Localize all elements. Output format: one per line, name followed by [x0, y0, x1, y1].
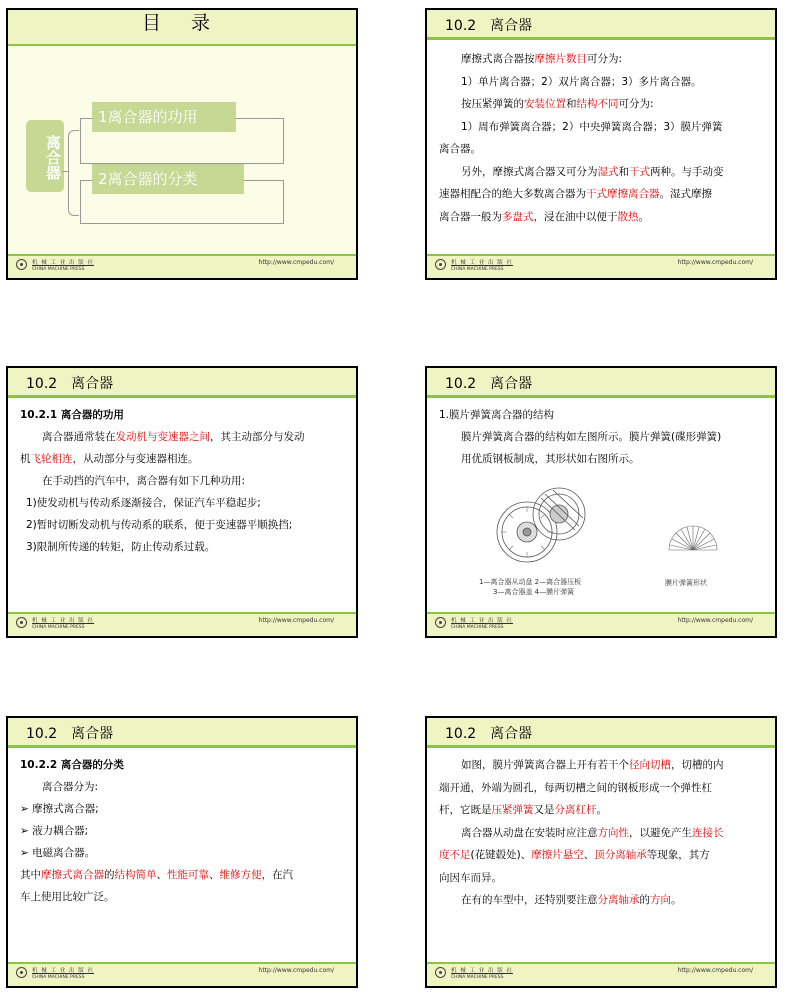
- body-text: 2)暂时切断发动机与传动系的联系，便于变速器平顺换挡;: [26, 519, 293, 531]
- toc-item-2-label: 2离合器的分类: [98, 170, 198, 188]
- slide-header: [427, 718, 775, 748]
- body-text: 。湿式摩擦: [659, 188, 712, 200]
- highlight-text: 性能可靠: [167, 869, 209, 881]
- slide-footer: [427, 254, 775, 278]
- body-text: ，以避免产生: [629, 826, 692, 839]
- body-line: [20, 470, 342, 492]
- toc-bracket: [68, 130, 79, 216]
- slide-title: 10.2 离合器: [445, 376, 533, 392]
- publisher-name-cn: 机 械 工 业 出 版 社: [451, 968, 513, 974]
- body-text: ，浸在油中以便于: [533, 210, 618, 223]
- body-line: [20, 404, 342, 426]
- publisher-name-cn: 机 械 工 业 出 版 社: [451, 618, 513, 624]
- body-text: ，其主动部分与发动: [210, 431, 305, 443]
- slide-title: 10.2 离合器: [445, 18, 533, 34]
- slide-friction-types[interactable]: [425, 8, 777, 280]
- body-text: 可分为:: [587, 53, 623, 65]
- body-line: [439, 822, 761, 845]
- footer-url[interactable]: http://www.cmpedu.com/: [677, 617, 753, 624]
- body-line: [439, 93, 761, 116]
- body-text: 在有的车型中，还特别要注意: [461, 894, 598, 906]
- body-text: (花键毂处)、: [470, 849, 532, 861]
- highlight-text: 连接长: [692, 826, 724, 839]
- body-line: [439, 889, 761, 912]
- body-text: 等现象，其方: [646, 849, 710, 861]
- figure-caption-right: 膜片弹簧形状: [665, 579, 707, 587]
- publisher-name-en: CHINA MACHINE PRESS: [32, 625, 85, 630]
- highlight-text: 干式: [629, 165, 650, 178]
- body-text: 离合器分为:: [42, 781, 99, 793]
- body-text: 和: [618, 165, 629, 178]
- highlight-text: 结构简单: [114, 869, 157, 881]
- body-line: [20, 492, 342, 514]
- publisher-name-en: CHINA MACHINE PRESS: [451, 625, 504, 630]
- publisher-name-cn: 机 械 工 业 出 版 社: [451, 260, 513, 266]
- body-text: 按压紧弹簧的: [461, 98, 524, 110]
- slide-title: 10.2 离合器: [445, 726, 533, 742]
- clutch-assembly-illustration: [493, 484, 597, 566]
- body-text: 1）周布弹簧离合器；2）中央弹簧离合器；3）膜片弹簧: [461, 120, 723, 133]
- footer-url[interactable]: http://www.cmpedu.com/: [258, 617, 334, 624]
- highlight-text: 方向: [650, 894, 671, 906]
- highlight-text: 分离杠杆: [554, 804, 597, 816]
- section-heading: 1.膜片弹簧离合器的结构: [439, 409, 555, 421]
- body-text: 的: [104, 869, 115, 881]
- body-line: [439, 116, 761, 139]
- slide-body: [439, 754, 761, 912]
- section-heading: 10.2.2 离合器的分类: [20, 759, 124, 771]
- body-text: ➢ 摩擦式离合器;: [20, 803, 99, 815]
- body-line: [20, 426, 342, 448]
- body-text: 。: [596, 804, 607, 816]
- body-text: 另外，摩擦式离合器又可分为: [461, 165, 598, 178]
- figure-caption-left-2: 3—离合器盖 4—膜片弹簧: [493, 588, 575, 596]
- diaphragm-spring-illustration: [667, 520, 719, 552]
- publisher-logo-icon: [435, 967, 446, 978]
- body-text: 车上使用比较广泛。: [20, 891, 115, 903]
- publisher-name-cn: 机 械 工 业 出 版 社: [32, 618, 94, 624]
- body-text: 机: [20, 453, 31, 465]
- body-text: 摩擦式离合器按: [461, 53, 535, 65]
- slide-title: 10.2 离合器: [26, 376, 114, 392]
- body-text: 3)限制所传递的转矩，防止传动系过载。: [26, 541, 216, 553]
- publisher-name-cn: 机 械 工 业 出 版 社: [32, 968, 94, 974]
- body-text: 离合器。: [439, 143, 481, 155]
- body-text: 速器相配合的绝大多数离合器为: [439, 188, 586, 200]
- body-text: 的: [639, 894, 650, 906]
- slide-header: [427, 10, 775, 40]
- body-line: 膜片弹簧离合器的结构如左图所示。膜片弹簧(碟形弹簧): [461, 431, 722, 443]
- highlight-text: 顶分离轴承: [594, 849, 647, 861]
- body-line: [439, 48, 761, 71]
- body-text: 离合器从动盘在安装时应注意: [461, 826, 598, 839]
- slide-clutch-classification[interactable]: [6, 716, 358, 988]
- body-line: [439, 799, 761, 822]
- highlight-text: 方向性: [597, 826, 629, 839]
- highlight-text: 摩擦片数目: [534, 53, 587, 65]
- body-text: 端开通，外端为圆孔，每两切槽之间的钢板形成一个弹性杠: [439, 781, 712, 794]
- highlight-text: 径向切槽: [629, 759, 671, 771]
- body-text: 在手动挡的汽车中，离合器有如下几种功用:: [42, 475, 246, 487]
- slide-body: [20, 404, 342, 558]
- footer-url[interactable]: http://www.cmpedu.com/: [258, 967, 334, 974]
- body-line: [20, 864, 342, 886]
- slide-header: [427, 368, 775, 398]
- body-line: [20, 514, 342, 536]
- publisher-logo-icon: [16, 967, 27, 978]
- highlight-text: 维修方便: [219, 869, 262, 881]
- body-line: [439, 71, 761, 94]
- slide-footer: [8, 254, 356, 278]
- body-text: ➢ 电磁离合器。: [20, 847, 96, 859]
- highlight-text: 安装位置: [524, 98, 566, 110]
- highlight-text: 度不足: [439, 849, 471, 861]
- body-text: 离合器通常装在: [42, 431, 116, 443]
- figure-caption-left-1: 1—离合器从动盘 2—离合器压板: [479, 578, 582, 586]
- toc-body: [8, 46, 356, 254]
- footer-url[interactable]: http://www.cmpedu.com/: [258, 259, 334, 266]
- slide-body: [20, 754, 342, 908]
- body-line: [439, 867, 761, 890]
- section-heading: 10.2.1 离合器的功用: [20, 409, 124, 421]
- body-text: 和: [566, 98, 577, 110]
- toc-title: 目 录: [141, 12, 223, 34]
- body-text: 其中: [20, 869, 41, 881]
- body-line: [20, 448, 342, 470]
- publisher-logo-icon: [16, 259, 27, 270]
- body-text: 。: [638, 210, 649, 223]
- highlight-text: 摩擦片悬空: [531, 849, 584, 861]
- body-text: 。: [671, 894, 682, 906]
- toc-side-text: 离合器: [44, 135, 62, 180]
- highlight-text: 散热: [617, 210, 639, 223]
- publisher-name-en: CHINA MACHINE PRESS: [451, 267, 504, 272]
- slide-footer: [8, 612, 356, 636]
- body-text: 、: [209, 869, 220, 881]
- slide-body: [439, 404, 761, 470]
- toc-item-2[interactable]: [92, 164, 244, 194]
- slide-header: [8, 718, 356, 748]
- slide-header: [8, 368, 356, 398]
- publisher-name-en: CHINA MACHINE PRESS: [32, 267, 85, 272]
- footer-url[interactable]: http://www.cmpedu.com/: [677, 259, 753, 266]
- body-line: [20, 754, 342, 776]
- body-text: 、: [156, 869, 167, 881]
- body-line: [439, 777, 761, 800]
- body-text: 1)使发动机与传动系逐渐接合，保证汽车平稳起步;: [26, 497, 261, 509]
- slide-clutch-function[interactable]: [6, 366, 358, 638]
- highlight-text: 分离轴承: [597, 894, 640, 906]
- publisher-name-cn: 机 械 工 业 出 版 社: [32, 260, 94, 266]
- body-text: 1）单片离合器；2）双片离合器；3）多片离合器。: [461, 75, 702, 88]
- body-line: [20, 798, 342, 820]
- body-text: 向因车而异。: [439, 871, 502, 884]
- body-line: [20, 842, 342, 864]
- slide-title: 10.2 离合器: [26, 726, 114, 742]
- body-line: [439, 183, 761, 206]
- body-line: 用优质钢板制成，其形状如右图所示。: [461, 453, 640, 465]
- body-text: 又是: [533, 804, 555, 816]
- body-line: [20, 776, 342, 798]
- body-line: [439, 138, 761, 161]
- body-text: ，在汽: [261, 869, 293, 881]
- body-text: ，切槽的内: [671, 759, 724, 771]
- highlight-text: 干式摩擦离合器: [586, 188, 660, 200]
- publisher-name-en: CHINA MACHINE PRESS: [451, 975, 504, 980]
- slide-footer: [427, 612, 775, 636]
- highlight-text: 摩擦式离合器: [41, 869, 104, 881]
- slide-body: [439, 48, 761, 228]
- body-line: [439, 754, 761, 777]
- body-text: 如图，膜片弹簧离合器上开有若干个: [461, 759, 629, 771]
- body-text: 两种。与手动变: [650, 165, 724, 178]
- highlight-text: 发动机与变速器之间: [115, 431, 210, 443]
- highlight-text: 多盘式: [502, 210, 534, 223]
- body-text: ➢ 液力耦合器;: [20, 825, 89, 837]
- toc-item-1[interactable]: [92, 102, 236, 132]
- slide-footer: [8, 962, 356, 986]
- publisher-logo-icon: [435, 617, 446, 628]
- highlight-text: 湿式: [597, 165, 619, 178]
- body-text: 可分为:: [618, 98, 654, 110]
- highlight-text: 结构不同: [576, 98, 619, 110]
- body-line: [20, 886, 342, 908]
- body-line: [20, 536, 342, 558]
- highlight-text: 飞轮相连: [30, 453, 73, 465]
- slide-diaphragm-detail[interactable]: [425, 716, 777, 988]
- body-text: ，从动部分与变速器相连。: [72, 453, 199, 465]
- toc-item-1-label: 1离合器的功用: [98, 108, 198, 126]
- publisher-name-en: CHINA MACHINE PRESS: [32, 975, 85, 980]
- toc-bracket-tick: [62, 171, 69, 172]
- slide-header: [8, 10, 356, 46]
- publisher-logo-icon: [16, 617, 27, 628]
- body-text: 离合器一般为: [439, 210, 502, 223]
- body-line: [439, 161, 761, 184]
- body-line: [439, 844, 761, 867]
- body-line: [20, 820, 342, 842]
- publisher-logo-icon: [435, 259, 446, 270]
- slide-diaphragm-structure[interactable]: [425, 366, 777, 638]
- footer-url[interactable]: http://www.cmpedu.com/: [677, 967, 753, 974]
- body-line: [439, 206, 761, 229]
- body-text: 、: [583, 849, 595, 861]
- slide-toc[interactable]: [6, 8, 358, 280]
- toc-side-label: [26, 120, 64, 192]
- highlight-text: 压紧弹簧: [491, 804, 534, 816]
- body-text: 杆，它既是: [439, 804, 492, 816]
- slide-footer: [427, 962, 775, 986]
